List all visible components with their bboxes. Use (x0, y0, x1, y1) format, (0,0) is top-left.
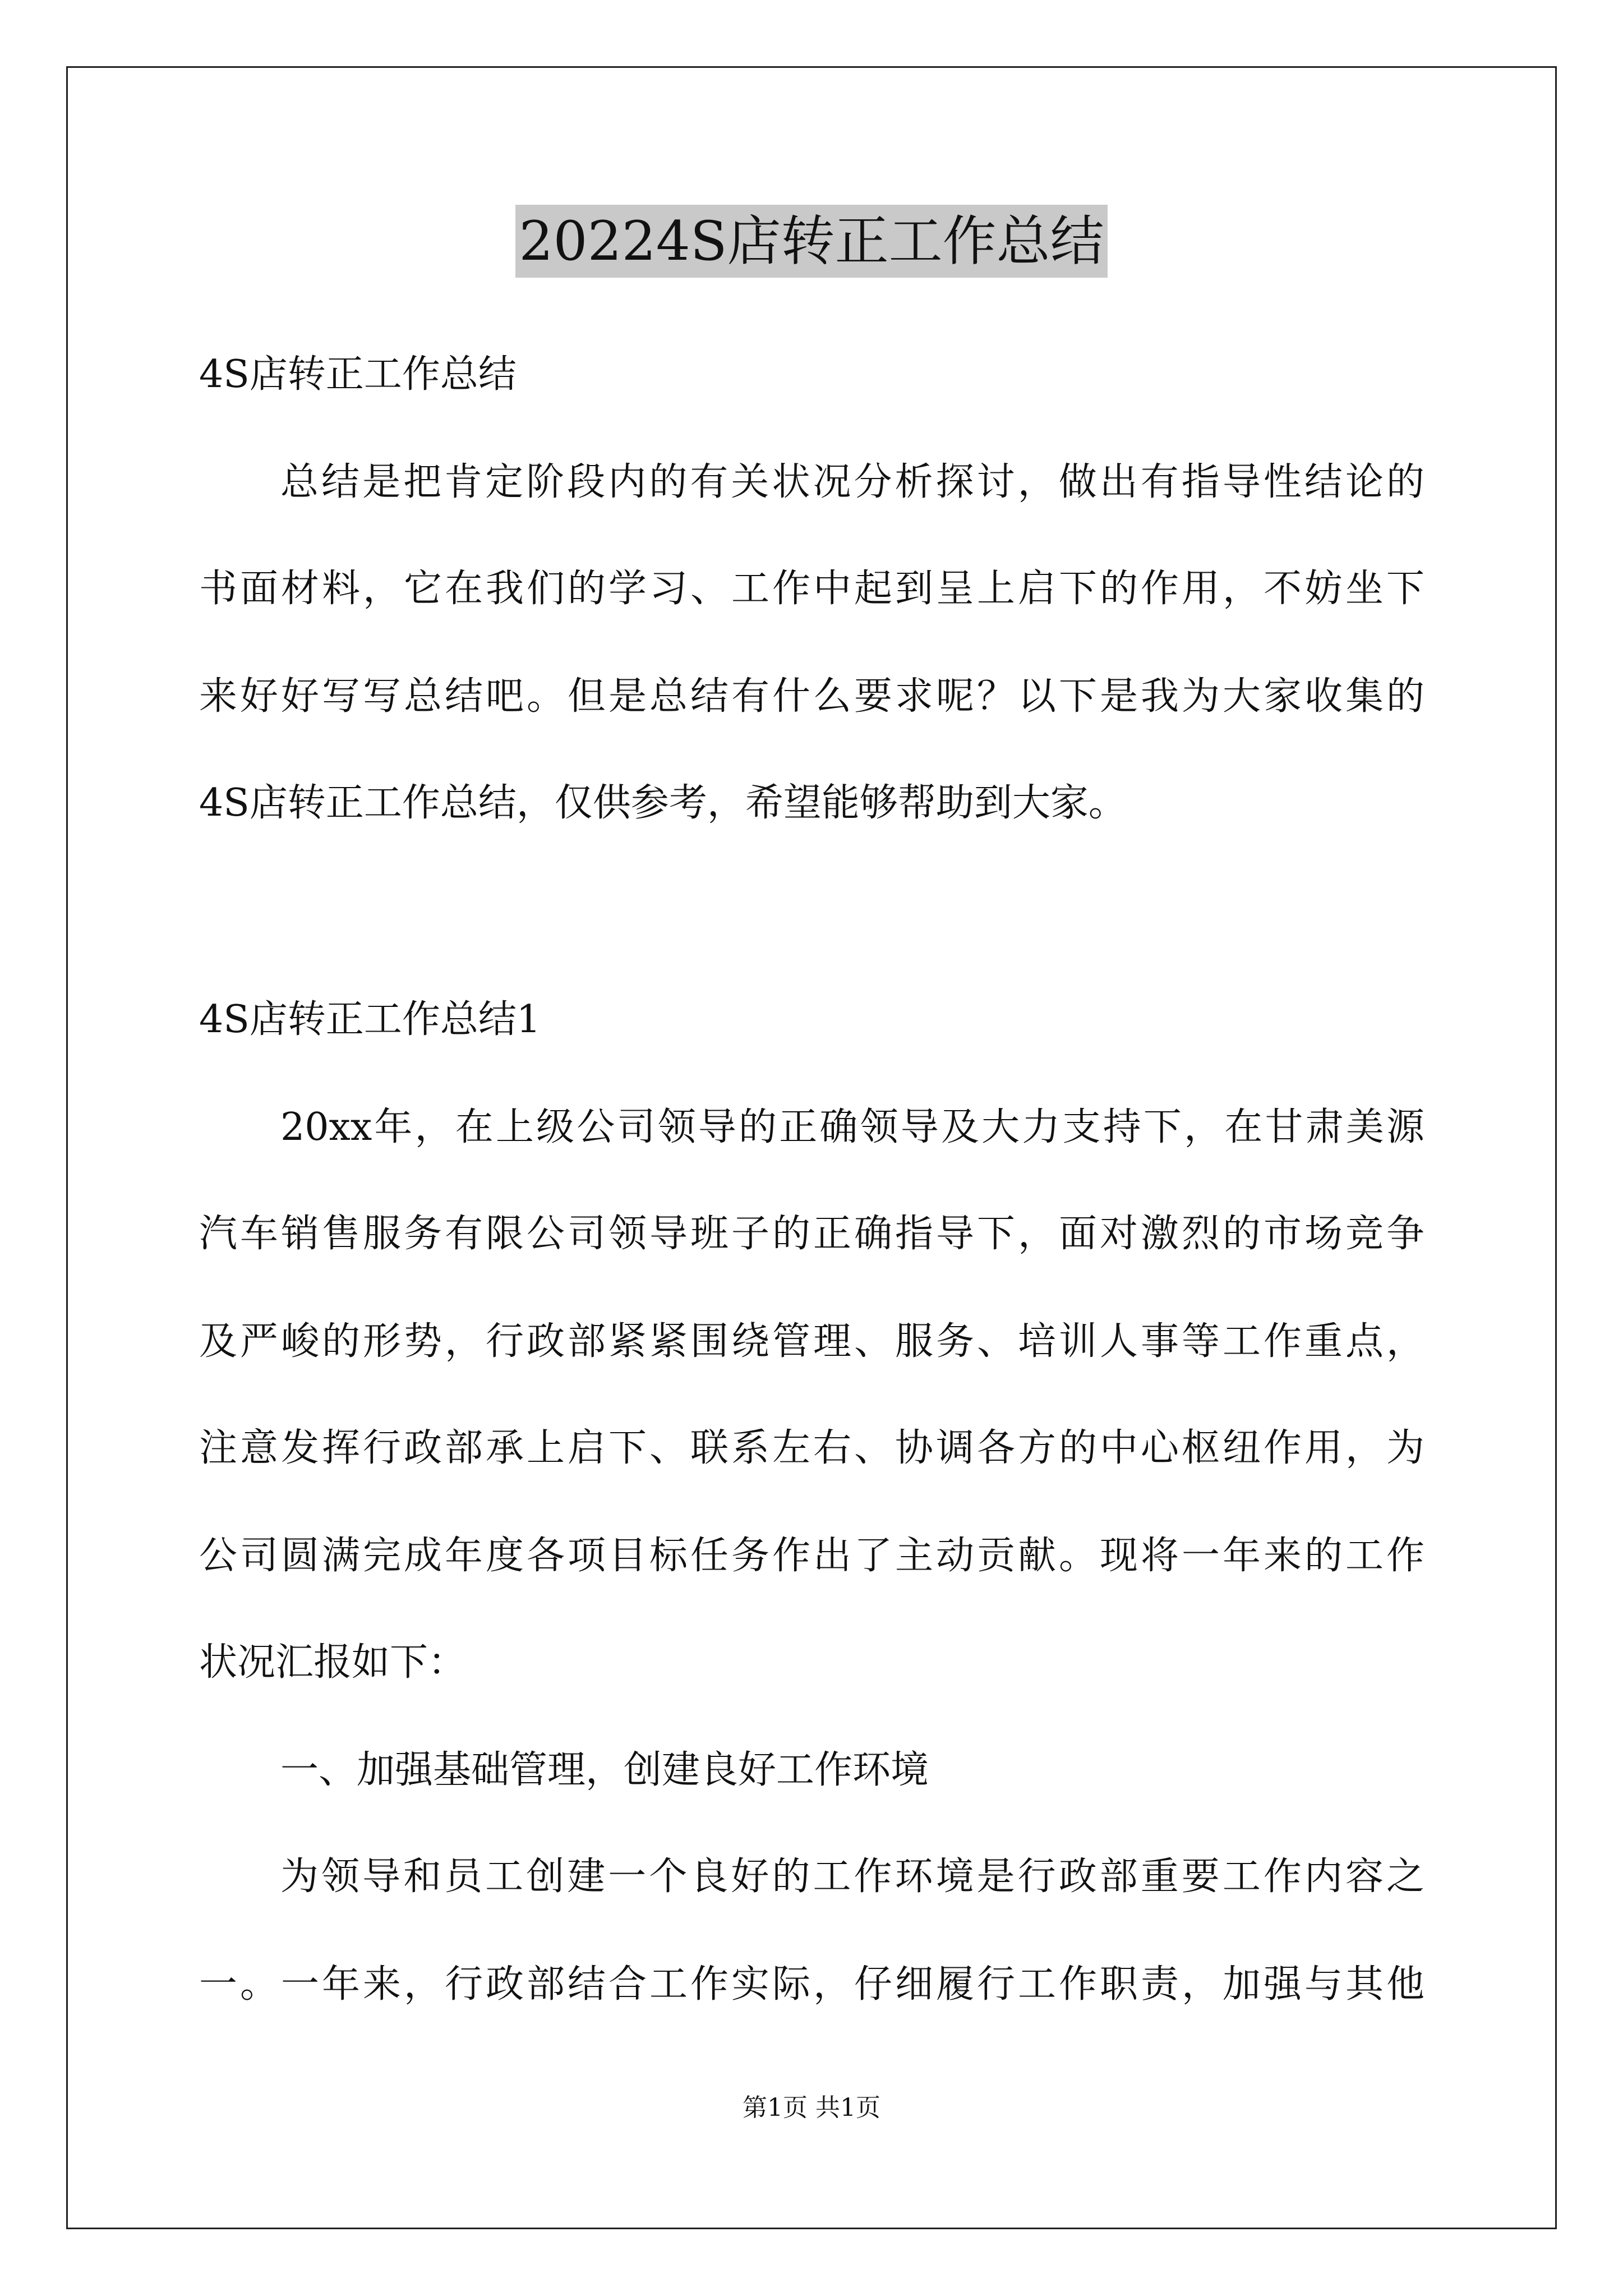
paragraph-line: 总结是把肯定阶段内的有关状况分析探讨，做出有指导性结论的 (280, 460, 1424, 504)
paragraph-line: 20xx年，在上级公司领导的正确领导及大力支持下，在甘肃美源 (280, 1105, 1424, 1149)
paragraph-line: 及严峻的形势，行政部紧紧围绕管理、服务、培训人事等工作重点， (199, 1319, 1424, 1364)
section-heading: 4S店转正工作总结1 (199, 997, 541, 1042)
paragraph-line: 公司圆满完成年度各项目标任务作出了主动贡献。现将一年来的工作 (199, 1534, 1424, 1578)
paragraph-line: 汽车销售服务有限公司领导班子的正确指导下，面对激烈的市场竞争 (199, 1212, 1424, 1256)
paragraph-line: 为领导和员工创建一个良好的工作环境是行政部重要工作内容之 (280, 1855, 1424, 1899)
paragraph-line: 书面材料，它在我们的学习、工作中起到呈上启下的作用，不妨坐下 (199, 567, 1424, 611)
document-title-wrap (0, 205, 1623, 278)
paragraph-line: 状况汇报如下： (199, 1640, 467, 1685)
paragraph-line: 来好好写写总结吧。但是总结有什么要求呢？以下是我为大家收集的 (199, 674, 1424, 719)
paragraph-line: 4S店转正工作总结，仅供参考，希望能够帮助到大家。 (199, 781, 1127, 825)
subsection-heading: 一、加强基础管理，创建良好工作环境 (280, 1748, 929, 1792)
subtitle: 4S店转正工作总结 (199, 352, 517, 397)
document-title: 20224S店转正工作总结 (515, 205, 1107, 278)
paragraph-line: 一。一年来，行政部结合工作实际，仔细履行工作职责，加强与其他 (199, 1962, 1424, 2007)
paragraph-line: 注意发挥行政部承上启下、联系左右、协调各方的中心枢纽作用，为 (199, 1426, 1424, 1470)
page-number-footer: 第1页 共1页 (743, 2093, 880, 2122)
